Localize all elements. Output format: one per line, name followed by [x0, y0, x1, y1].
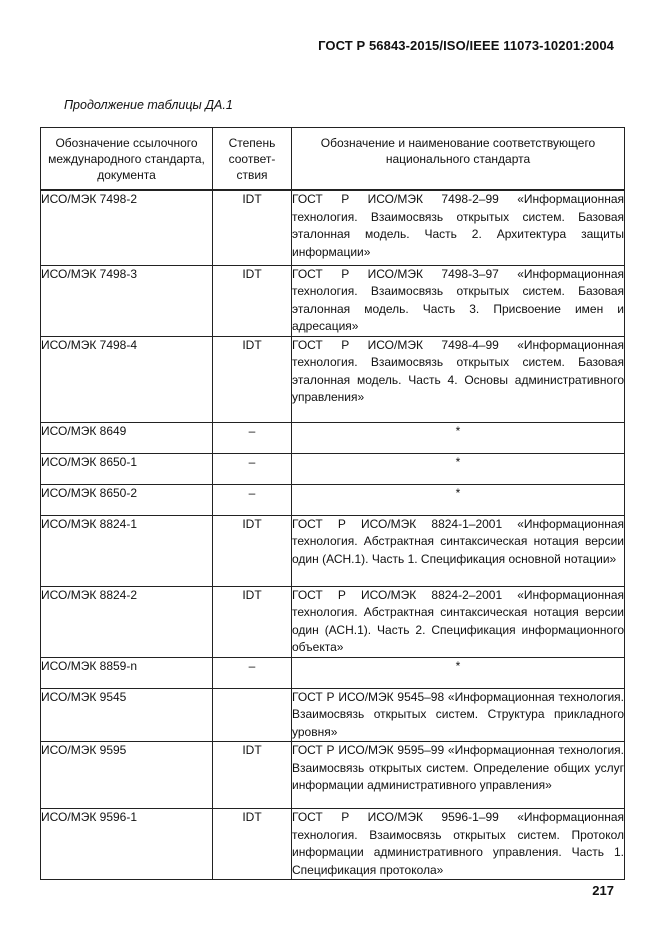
cell-national-standard: * — [292, 422, 625, 453]
cell-international-designation: ИСО/МЭК 8649 — [41, 422, 213, 453]
cell-national-standard: * — [292, 657, 625, 688]
table-row — [41, 688, 625, 742]
cell-international-designation: ИСО/МЭК 8859-n — [41, 657, 213, 688]
reference-table — [40, 127, 625, 880]
cell-international-designation: ИСО/МЭК 8650-1 — [41, 453, 213, 484]
cell-degree-of-conformity: – — [213, 657, 292, 688]
table-row — [41, 484, 625, 515]
cell-degree-of-conformity: IDT — [213, 336, 292, 422]
cell-national-standard: ГОСТ Р ИСО/МЭК 8824-1–2001 «Информационная технология. Абстрактная синтаксическая нотация версии один (АСН.1). Часть 1. Спецификация основной нотации» — [292, 515, 625, 586]
cell-degree-of-conformity — [213, 688, 292, 742]
cell-degree-of-conformity: – — [213, 484, 292, 515]
cell-international-designation: ИСО/МЭК 9595 — [41, 742, 213, 809]
table-row — [41, 190, 625, 265]
cell-national-standard: ГОСТ Р ИСО/МЭК 9596-1–99 «Информационная технология. Взаимосвязь открытых систем. Протокол информации административного управления. Часть 1. Спецификация протокола» — [292, 809, 625, 880]
cell-degree-of-conformity: – — [213, 422, 292, 453]
cell-international-designation: ИСО/МЭК 7498-4 — [41, 336, 213, 422]
cell-national-standard: ГОСТ Р ИСО/МЭК 9545–98 «Информационная технология. Взаимосвязь открытых систем. Структура прикладного уровня» — [292, 688, 625, 742]
table-row — [41, 809, 625, 880]
cell-national-standard: ГОСТ Р ИСО/МЭК 7498-4–99 «Информационная технология. Взаимосвязь открытых систем. Базовая эталонная модель. Часть 4. Основы административного управления» — [292, 336, 625, 422]
cell-national-standard: ГОСТ Р ИСО/МЭК 8824-2–2001 «Информационная технология. Абстрактная синтаксическая нотация версии один (АСН.1). Часть 2. Спецификация информационного объекта» — [292, 586, 625, 657]
cell-international-designation: ИСО/МЭК 9545 — [41, 688, 213, 742]
cell-national-standard: ГОСТ Р ИСО/МЭК 7498-2–99 «Информационная технология. Взаимосвязь открытых систем. Базовая эталонная модель. Часть 2. Архитектура защиты информации» — [292, 190, 625, 265]
table-row — [41, 453, 625, 484]
table-row — [41, 657, 625, 688]
document-header: ГОСТ Р 56843-2015/ISO/IEEE 11073-10201:2004 — [318, 38, 614, 53]
column-header-degree: Степень соответ-ствия — [213, 128, 292, 191]
cell-degree-of-conformity: IDT — [213, 265, 292, 336]
cell-national-standard: * — [292, 453, 625, 484]
cell-national-standard: * — [292, 484, 625, 515]
cell-international-designation: ИСО/МЭК 7498-3 — [41, 265, 213, 336]
page-number: 217 — [592, 883, 614, 898]
column-header-international-standard: Обозначение ссылочного международного стандарта, документа — [41, 128, 213, 191]
cell-national-standard: ГОСТ Р ИСО/МЭК 7498-3–97 «Информационная технология. Взаимосвязь открытых систем. Базовая эталонная модель. Часть 3. Присвоение имен и адресация» — [292, 265, 625, 336]
cell-degree-of-conformity: IDT — [213, 515, 292, 586]
table-row — [41, 586, 625, 657]
table-row — [41, 742, 625, 809]
cell-degree-of-conformity: – — [213, 453, 292, 484]
cell-international-designation: ИСО/МЭК 9596-1 — [41, 809, 213, 880]
cell-degree-of-conformity: IDT — [213, 190, 292, 265]
cell-degree-of-conformity: IDT — [213, 809, 292, 880]
table-row — [41, 265, 625, 336]
table-row — [41, 336, 625, 422]
column-header-national-standard: Обозначение и наименование соответствующего национального стандарта — [292, 128, 625, 191]
table-row — [41, 515, 625, 586]
cell-international-designation: ИСО/МЭК 8650-2 — [41, 484, 213, 515]
table-caption: Продолжение таблицы ДА.1 — [64, 98, 233, 112]
cell-international-designation: ИСО/МЭК 8824-1 — [41, 515, 213, 586]
table-header-row — [41, 128, 625, 191]
cell-international-designation: ИСО/МЭК 7498-2 — [41, 190, 213, 265]
table-row — [41, 422, 625, 453]
cell-degree-of-conformity: IDT — [213, 586, 292, 657]
cell-national-standard: ГОСТ Р ИСО/МЭК 9595–99 «Информационная технология. Взаимосвязь открытых систем. Определение общих услуг информации административного управления» — [292, 742, 625, 809]
cell-international-designation: ИСО/МЭК 8824-2 — [41, 586, 213, 657]
cell-degree-of-conformity: IDT — [213, 742, 292, 809]
